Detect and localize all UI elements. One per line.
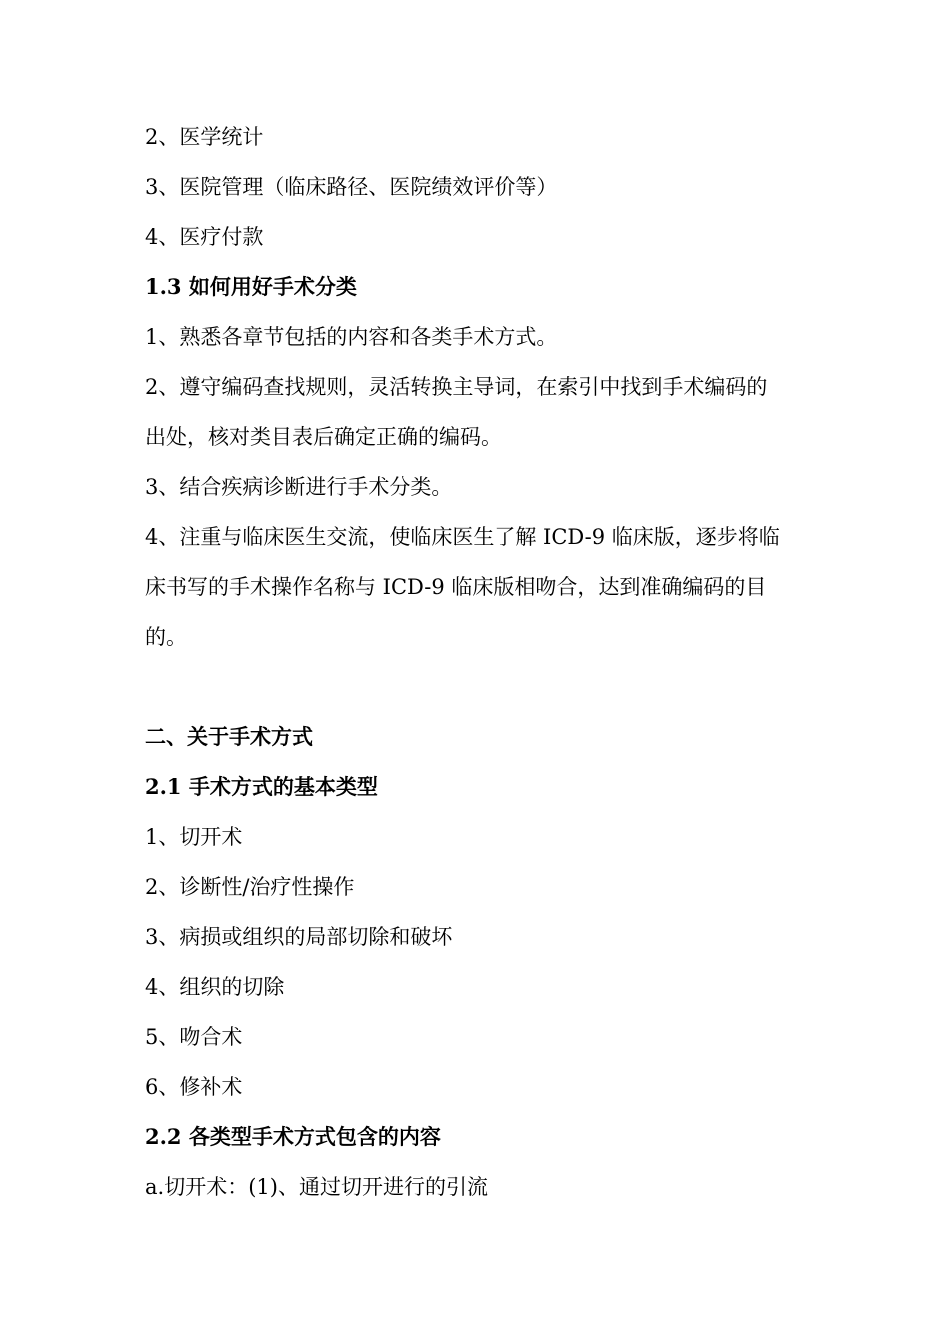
- list-item: 4、组织的切除: [145, 975, 285, 999]
- list-item: 1、熟悉各章节包括的内容和各类手术方式。: [145, 325, 558, 349]
- list-item: a.切开术：(1)、通过切开进行的引流: [145, 1175, 488, 1199]
- list-item-continuation: 出处，核对类目表后确定正确的编码。: [145, 425, 502, 449]
- list-item: 4、注重与临床医生交流，使临床医生了解 ICD-9 临床版，逐步将临: [145, 525, 780, 549]
- list-item: 3、医院管理（临床路径、医院绩效评价等）: [145, 175, 558, 199]
- document-page: [145, 112, 815, 1212]
- list-item: 3、病损或组织的局部切除和破坏: [145, 925, 453, 949]
- list-item: 4、医疗付款: [145, 225, 264, 249]
- section-heading: 2.2 各类型手术方式包含的内容: [145, 1124, 441, 1149]
- section-heading: 1.3 如何用好手术分类: [145, 274, 357, 299]
- blank-line: [145, 662, 815, 712]
- list-item: 5、吻合术: [145, 1025, 243, 1049]
- chapter-heading: 二、关于手术方式: [145, 724, 313, 749]
- list-item: 3、结合疾病诊断进行手术分类。: [145, 475, 453, 499]
- list-item: 2、遵守编码查找规则，灵活转换主导词，在索引中找到手术编码的: [145, 375, 768, 399]
- list-item-continuation: 的。: [145, 625, 187, 649]
- list-item: 2、医学统计: [145, 125, 264, 149]
- list-item: 6、修补术: [145, 1075, 243, 1099]
- section-heading: 2.1 手术方式的基本类型: [145, 774, 378, 799]
- list-item: 1、切开术: [145, 825, 243, 849]
- list-item: 2、诊断性/治疗性操作: [145, 875, 355, 899]
- list-item-continuation: 床书写的手术操作名称与 ICD-9 临床版相吻合，达到准确编码的目: [145, 575, 767, 599]
